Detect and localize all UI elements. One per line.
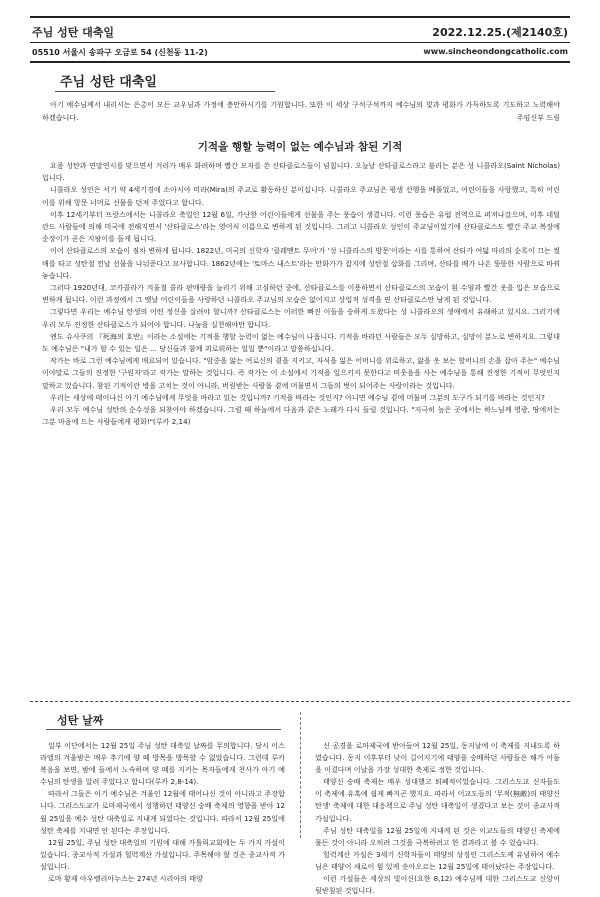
birthday-paragraph: 힐력계산 가설은 3세기 신학자들이 태양의 상징인 그리스도께 유념하여 예수님은 태양이 새로이 힘 있게 솟아오르는 12월 25일에 태어났다는 주장입니다. <box>315 849 560 871</box>
article-paragraph: 그렇다면 우리는 예수님 탄생의 어떤 정신을 살려야 할니까? 산타클로스는 이러한 빠진 이들을 숭하게 도왔다는 성 니콜라오의 생애에서 유래하고 있지요. 그러기에 우리 모두 진정한 산타클로스가 되어야 합니다. 나눔을 실천해야만 합니다. <box>42 307 560 329</box>
birthday-paragraph: 12월 25일, 주님 성탄 대축일의 기원에 대해 가톨릭교회에는 두 가지 가설이 있습니다. 종교사적 가설과 힐력계산 가설입니다. 주목해야 할 것은 종교사적 가설입니다. <box>40 837 285 871</box>
article-paragraph: 작가는 바로 그런 예수님에게 매료되어 있습니다. "암중을 앓는 여로신의 곁을 지키고, 자식을 잃은 어머니를 위로하고, 앓을 옷 보는 할머니의 손을 잡아 주는" 예수님이야말로 그들의 진정한 '구원자'라고 작가는 말하는 것입니다. 즉 작가는 이 소설에서 기적을 일으키지 못한다고 비웃음을 사는 예수님을 통해 진정한 기적이 무엇인지 말하고 있습니다. 참된 기적이란 병을 고치는 것이 아니라, 버림받는 사람을 곁에 머물면서 그들의 벗이 되어주는 사랑이라는 것입니다. <box>42 356 560 390</box>
birthday-paragraph: 따라서 그들은 이기 예수님은 겨울인 12월에 태어나신 것이 아니라고 주장합니다. 그리스도교가 로마제국에서 성행하던 태양신 숭배 축제의 영향을 받아 12월 25일을 예수 성탄 대축일로 지내게 되었다는 것입니다. 따라서 12월 25일에 성탄 축제를 지내면 안 된다는 주장입니다. <box>40 789 285 835</box>
masthead-top-rule <box>30 16 570 18</box>
column-divider <box>300 712 302 838</box>
article-paragraph: 우리 모두 예수님 성탄의 순수성을 되찾아야 하겠습니다. 그럴 때 하늘에서 다음과 같은 노래가 다시 들릴 것입니다. "지극히 높은 곳에서는 하느님께 영광, 땅에서는 그분 마음에 드는 사람들에게 평화!"(루카 2,14) <box>42 405 560 427</box>
birthday-paragraph: 로마 황제 아우렐리아누스는 274년 시리아의 태양 <box>48 874 204 884</box>
masthead-bottom-rule <box>30 61 570 63</box>
birthday-paragraph: 신 공경을 로마제국에 받아들여 12월 25일, 동지날에 이 축제를 지내도록 하였습니다. 동지 이후부터 낮이 길어지기에 태양을 숭배하던 사람들은 해가 어둠을 이겼다며 이날을 가장 성대한 축제로 정한 것입니다. <box>315 741 560 775</box>
birthday-paragraph: 일부 이단에서는 12월 25일 주님 성탄 대축일 날짜를 무의합니다. 당시 이스라엘의 겨울밤은 매우 추기에 양 떼 방목을 방목할 수 없었습니다. 그런데 루카 복음을 보면, 밤에 들에서 노숙하며 양 떼를 지키는 목자들에게 천사가 아기 예수님의 탄생을 알려 주었다고 합니다(루카 2,8-14). <box>40 741 285 787</box>
birthday-paragraph: 이런 가설들은 세상의 빛이신(요한 8,12) 예수님께 대한 그리스도교 신앙이 뒷받침된 것입니다. <box>315 874 560 896</box>
issue-date: 2022.12.25.(제2140호) <box>432 26 568 39</box>
greeting-title: 주님 성탄 대축일 <box>60 75 157 90</box>
article-body <box>42 160 560 428</box>
birthday-left-column <box>40 740 285 885</box>
birthday-right-column <box>315 740 560 897</box>
section-title-underline <box>46 729 281 730</box>
article-paragraph: 요즘 성탄과 연말연시를 맞으면서 거리가 매우 화려하며 빨간 모자를 쓴 산타클로스들이 넘칩니다. 오늘날 산타클로스라고 불리는 분은 성 니콜라오(Saint Nicholas)입니다. <box>42 161 560 183</box>
greeting-signature: 주임신부 드림 <box>516 112 560 122</box>
article-paragraph: 그러다 1920년대, 코카콜라가 겨울철 콜라 판매량을 늘리기 위해 고심하던 중에, 산타클로스를 이용하면서 산타클로스의 모습이 흰 수염과 빨간 옷을 입은 모습으로 변하게 됩니다. 이런 과정에서 그 옛날 어린이들을 사랑하던 니콜라오 주교님의 모습은 없어지고 상업적 성격을 띤 산타클로스만 남게 된 것입니다. <box>42 283 560 305</box>
article-paragraph: 엔도 슈사쿠의 『死海의 호반』이라는 소설에는 기적을 행할 능력이 없는 예수님이 나옵니다. 기적을 바라던 사람들은 모두 실망하고, 실망이 분노로 변하지요. 그렇대도 예수님은 "내가 할 수 있는 일은 ... 당신들과 함께 괴로워하는 일일 뿐"이라고 말씀하십니다. <box>42 331 560 354</box>
masthead-divider <box>30 42 570 43</box>
birthday-paragraph: 주님 성탄 대축일을 12월 25일에 지내게 된 것은 이교도들의 태양신 축제에 물든 것이 아니라 오히려 그것을 극복하려고 한 결과라고 볼 수 있습니다. <box>315 825 560 847</box>
masthead <box>30 22 570 40</box>
newsletter-name: 주님 성탄 대축일 <box>32 26 115 39</box>
birthday-paragraph: 태양신 숭배 축제는 매우 성대했고 퇴폐적이었습니다. 그리스도교 신자들도 이 축제에 유혹에 쉽게 빠지곤 했지요. 따라서 이교도들의 '무적(無敵)의 태양신 탄생' 축제에 대한 대응책으로 주님 성탄 대축일이 생겼다고 보는 것이 종교사적 가설입니다. <box>315 777 560 823</box>
article-paragraph: 이후 12세기부터 프랑스에서는 니콜라오 축일인 12월 6일, 가난한 어린이들에게 선물을 주는 풍습이 생겼니다. 이런 풍습은 유럽 전역으로 퍼져나갔으며, 이후 네덜란드 사람들에 의해 미국에 전해지면서 '산타클로스'라는 영어식 이름으로 변하게 된 것입니다. 그리고 니콜라오 성인이 주교님이었기에 산타클로스도 빨간 주교 복장에 순장이가 곧은 지팡이를 들게 됩니다. <box>42 209 560 244</box>
section-divider <box>30 701 570 702</box>
section-title: 성탄 날짜 <box>57 714 104 727</box>
masthead-info <box>30 44 570 60</box>
greeting-underline <box>55 91 275 92</box>
article-paragraph: 우리는 세상에 태어나신 아기 예수님에게 무엇을 바라고 있는 것입니까? 기적을 바라는 것인지? 아니면 예수님 곁에 머물며 그분의 도구가 되기를 바라는 것인지? <box>50 392 545 402</box>
parish-website: www.sincheondongcatholic.com <box>423 47 568 56</box>
greeting-text: 아기 예수님께서 내리시는 은총이 모든 교우님과 가정에 충만하시기를 기원합니다. 또한 이 세상 구석구석까지 예수님의 빛과 평화가 가득하도록 기도하고 노력해야 하겠습니다. <box>42 100 560 122</box>
article-title: 기적을 행할 능력이 없는 예수님과 참된 기적 <box>197 141 403 153</box>
greeting-message <box>42 99 560 124</box>
article-paragraph: 니콜라오 성인은 서기 약 4세기경에 소아시아 미라(Mira)의 주교로 활동하신 분이십니다. 니콜라오 주교님은 평생 선행을 베풀었고, 어린이들을 사랑했고, 특히 어린이를 위해 항문 너머로 선물을 던져 주었다고 합니다. <box>42 185 560 207</box>
parish-address: 05510 서울시 송파구 오금로 54 (신천동 11-2) <box>32 48 208 57</box>
article-paragraph: 이어 산타클로스의 모습이 점차 변하게 됩니다. 1822년, 미국의 신학자 '클레멘트 무어'가 '성 니콜라스의 방문'이라는 시를 통하여 산타가 여덟 마리의 순록이 끄는 썰매를 타고 성탄절 전날 선물을 나눠준다고 묘사합니다. 1862년에는 '토마스 내스트'라는 만화가가 잡지에 성탄절 삽화를 그리며, 산타를 배가 나온 뚱뚱한 사람으로 바꿔놓습니다. <box>42 246 560 280</box>
